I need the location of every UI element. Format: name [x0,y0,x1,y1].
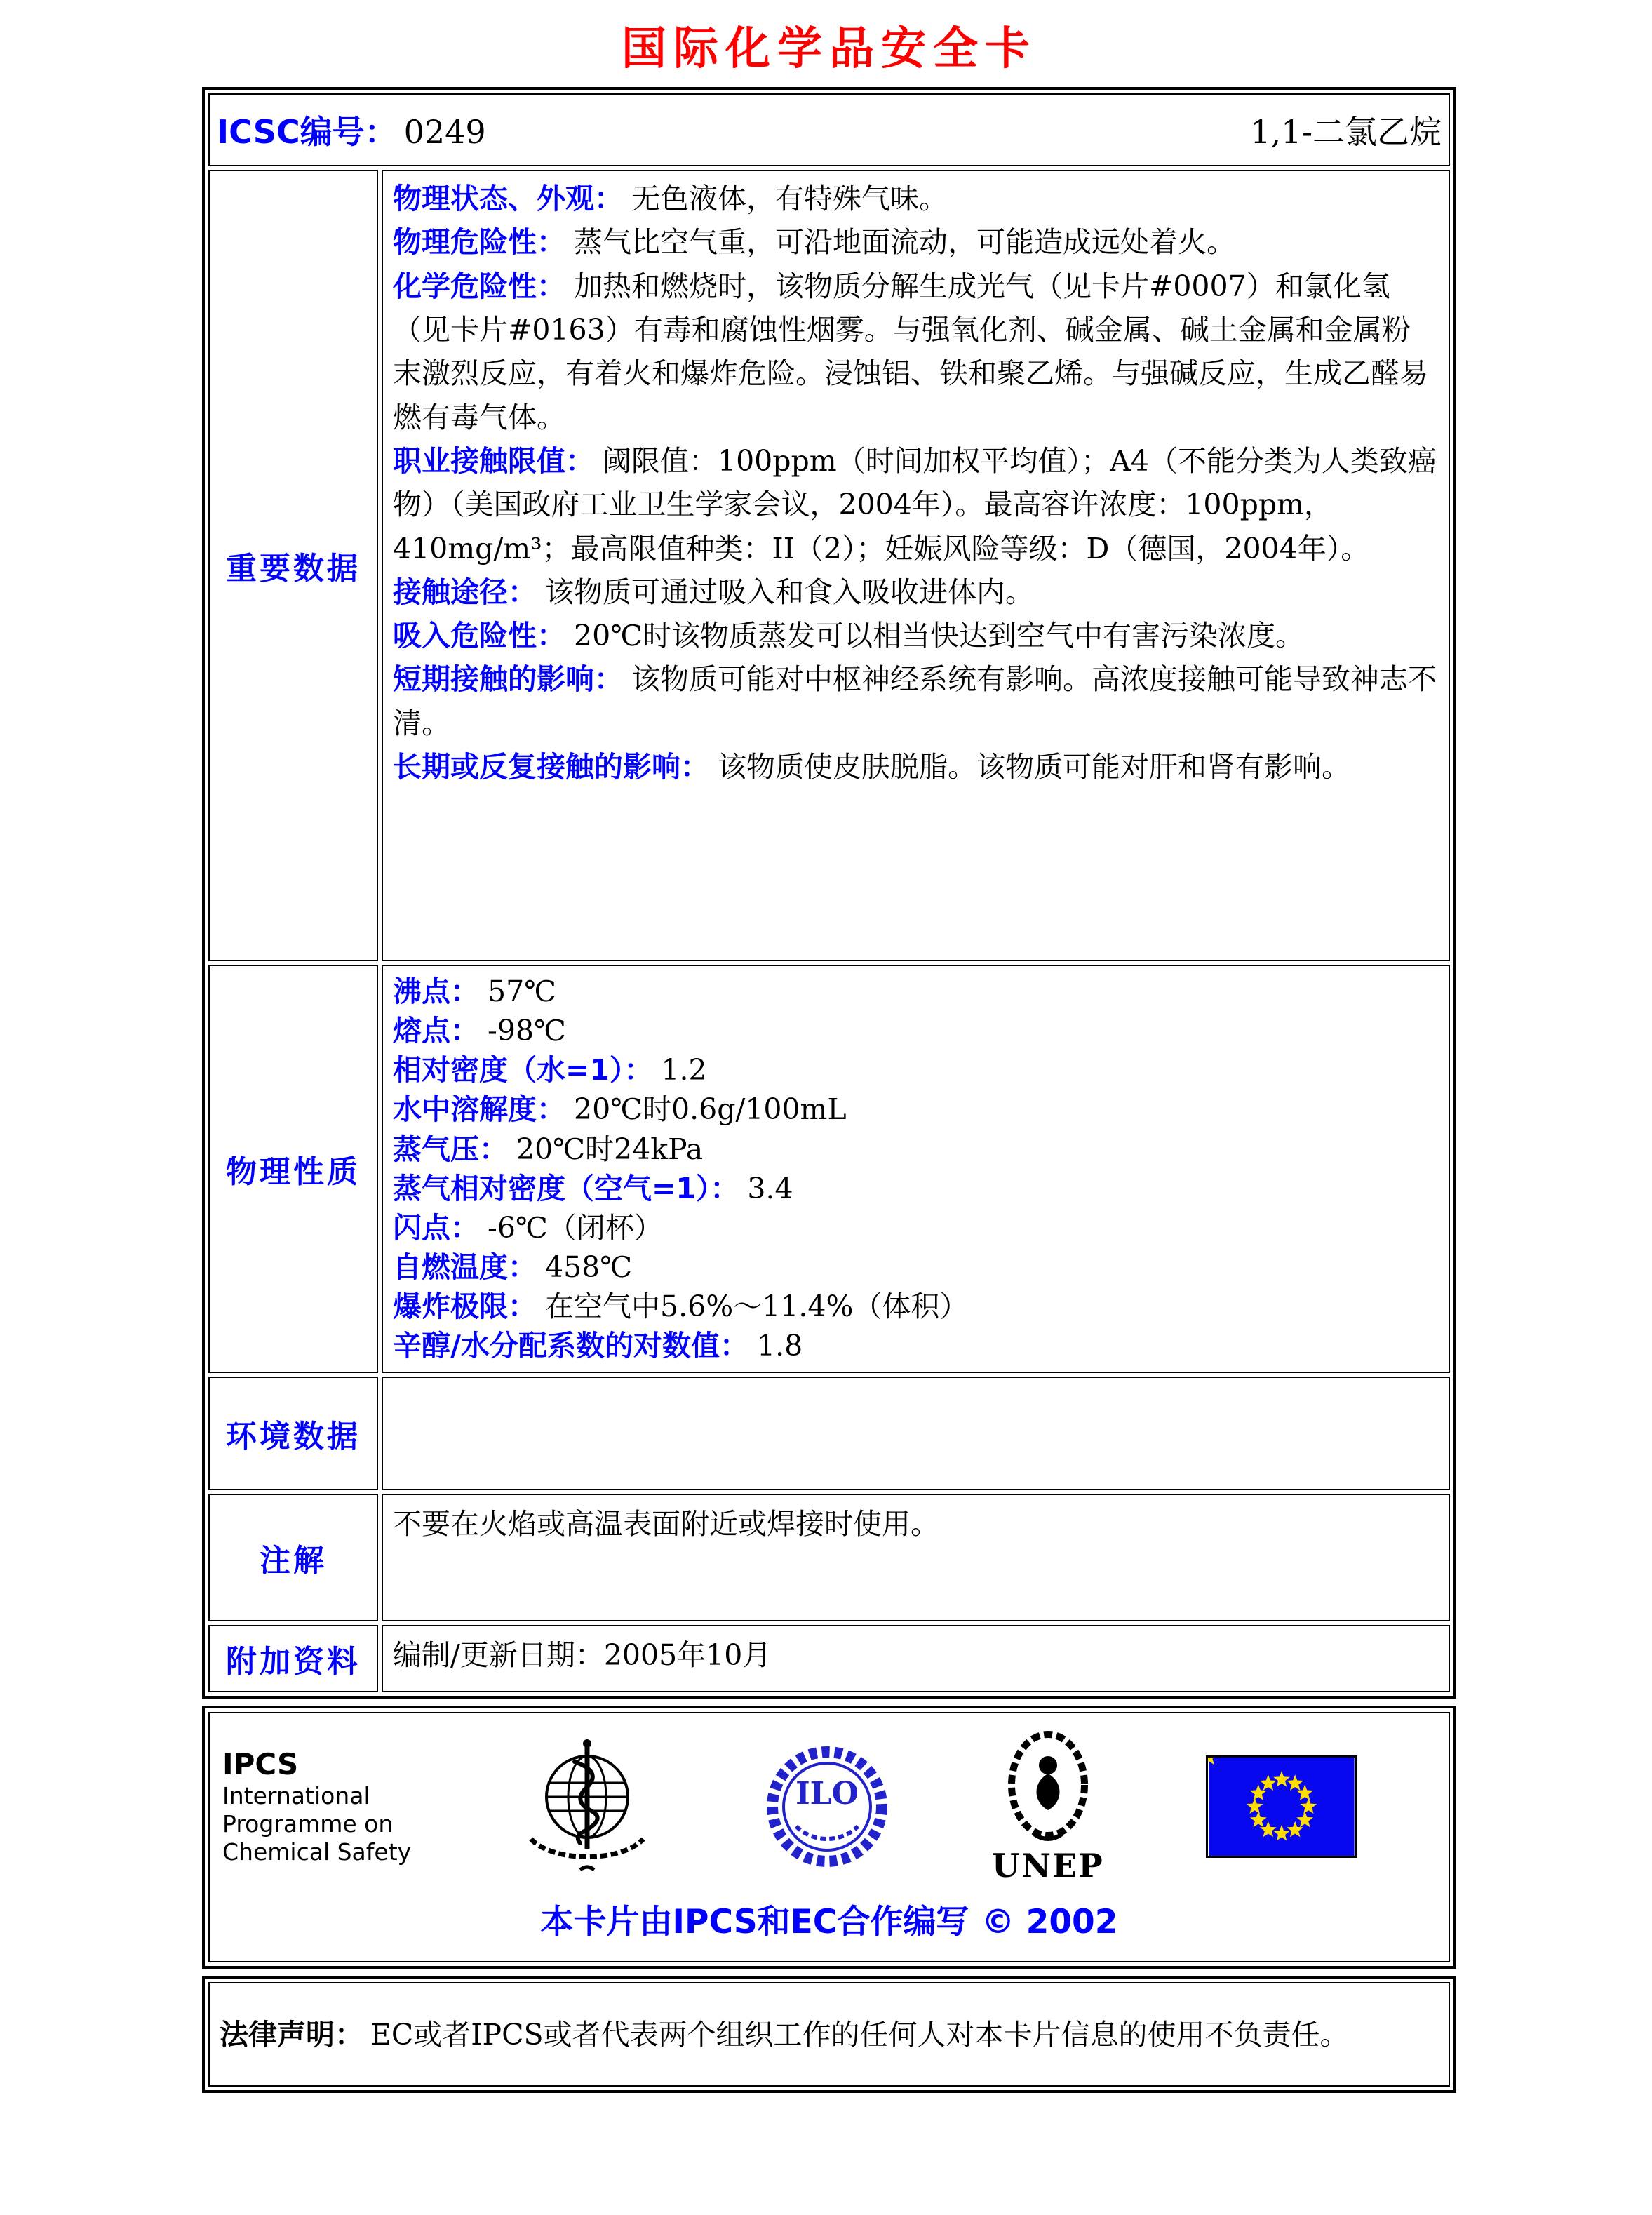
important-data-content [382,170,1450,961]
additional-info-label: 附加资料 [208,1625,378,1692]
ipcs-text-block [222,1747,411,1866]
physical-properties-label: 物理性质 [208,965,378,1373]
prop-octanol-water-partition: 辛醇/水分配系数的对数值： 1.8 [393,1329,803,1363]
field-routes-of-exposure: 接触途径： 该物质可通过吸入和食入吸收进体内。 [393,575,1034,609]
copyright-text: © 2002 [981,1902,1118,1941]
notes-label: 注解 [208,1494,378,1621]
field-short-term-effects: 短期接触的影响： 该物质可能对中枢神经系统有影响。高浓度接触可能导致神志不清。 [393,662,1437,740]
prop-relative-density: 相对密度（水=1）： 1.2 [393,1053,707,1088]
icsc-number-value: 0249 [403,113,486,151]
prop-flash-point: 闪点： -6℃（闭杯） [393,1210,663,1245]
icsc-card-page [202,0,1456,2093]
icsc-number-group [217,107,486,153]
important-data-row [208,170,1450,961]
additional-info-row [208,1625,1450,1692]
additional-info-content: 编制/更新日期：2005年10月 [382,1625,1450,1692]
chemical-name: 1,1-二氯乙烷 [1250,113,1442,151]
ipcs-acronym: IPCS [222,1746,299,1781]
environmental-data-row [208,1377,1450,1490]
prop-vapour-density: 蒸气相对密度（空气=1）： 3.4 [393,1171,793,1205]
prop-autoignition-temperature: 自燃温度： 458℃ [393,1250,633,1285]
unep-label: UNEP [991,1846,1104,1885]
notes-content: 不要在火焰或高温表面附近或焊接时使用。 [382,1494,1450,1621]
ipcs-line2: Programme on [222,1809,394,1838]
important-data-label: 重要数据 [208,170,378,961]
icsc-number-label: ICSC编号： [217,113,397,151]
prop-water-solubility: 水中溶解度： 20℃时0.6g/100mL [393,1092,847,1127]
physical-properties-content [382,965,1450,1373]
eu-flag-icon [1206,1755,1357,1858]
prop-melting-point: 熔点： -98℃ [393,1014,566,1048]
legal-box [202,1976,1456,2093]
legal-text: EC或者IPCS或者代表两个组织工作的任何人对本卡片信息的使用不负责任。 [370,2017,1349,2052]
prop-explosive-limits: 爆炸极限： 在空气中5.6%～11.4%（体积） [393,1290,969,1324]
legal-statement [210,1983,1449,2085]
field-physical-dangers: 物理危险性： 蒸气比空气重，可沿地面流动，可能造成远处着火。 [393,225,1235,260]
logos-box [202,1706,1456,1969]
credit-line [210,1890,1449,1961]
unep-logo-block [992,1729,1104,1885]
svg-text:ILO: ILO [795,1775,859,1812]
environmental-data-label: 环境数据 [208,1377,378,1490]
physical-properties-row [208,965,1450,1373]
who-logo-icon [513,1732,662,1881]
icsc-table [202,87,1456,1699]
header-row [208,93,1450,166]
ipcs-line3: Chemical Safety [222,1838,412,1866]
notes-row [208,1494,1450,1621]
field-occupational-exposure-limits: 职业接触限值： 阈限值：100ppm（时间加权平均值）；A4（不能分类为人类致癌物）（美国政府工业卫生学家会议，2004年）。最高容许浓度：100ppm，410mg/m³；最高限值种类：II（2）；妊娠风险等级：D（德国，2004年）。 [393,443,1437,566]
ipcs-line1: International [222,1782,370,1810]
environmental-data-content [382,1377,1450,1490]
legal-label: 法律声明： [220,2017,363,2052]
field-inhalation-risk: 吸入危险性： 20℃时该物质蒸发可以相当快达到空气中有害污染浓度。 [393,619,1305,653]
ilo-logo-icon [764,1744,890,1870]
field-chemical-dangers: 化学危险性： 加热和燃烧时，该物质分解生成光气（见卡片#0007）和氯化氢（见卡片#0163）有毒和腐蚀性烟雾。与强氧化剂、碱金属、碱土金属和金属粉末激烈反应，有着火和爆炸危险。浸蚀铝、铁和聚乙烯。与强碱反应，生成乙醛易燃有毒气体。 [393,269,1428,434]
field-long-term-effects: 长期或反复接触的影响： 该物质使皮肤脱脂。该物质可能对肝和肾有影响。 [393,750,1350,784]
page-title: 国际化学品安全卡 [622,22,1037,75]
unep-logo-icon [992,1729,1104,1849]
prop-vapour-pressure: 蒸气压： 20℃时24kPa [393,1132,704,1166]
credit-text: 本卡片由IPCS和EC合作编写 [540,1902,969,1941]
prop-boiling-point: 沸点： 57℃ [393,975,557,1008]
field-physical-state: 物理状态、外观： 无色液体，有特殊气味。 [393,182,948,215]
